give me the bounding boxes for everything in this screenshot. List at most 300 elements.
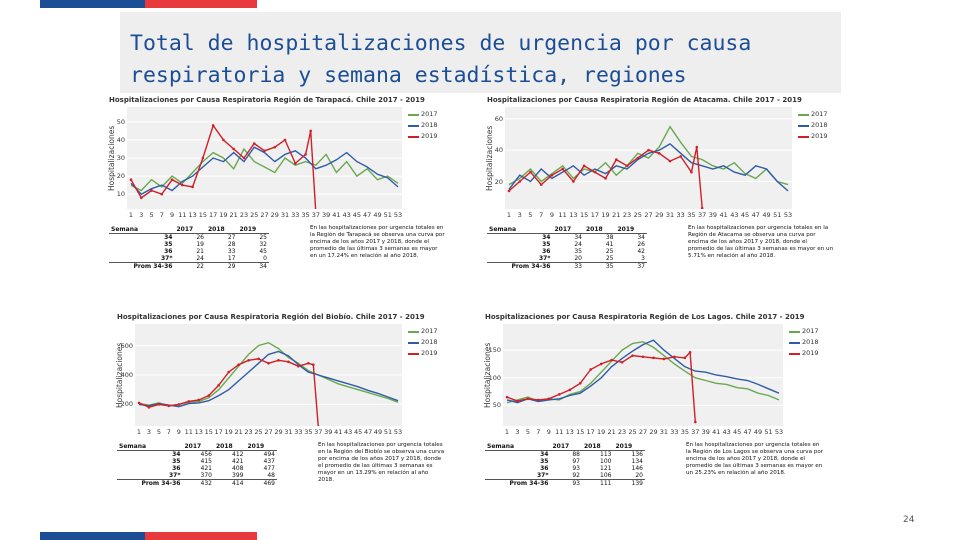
legend-swatch — [408, 353, 419, 355]
data-point-2019 — [212, 124, 215, 127]
x-tick-label: 41 — [334, 428, 343, 436]
x-tick-label: 11 — [555, 428, 564, 436]
x-tick-label: 51 — [383, 211, 392, 219]
data-point-2019 — [558, 393, 561, 396]
table-cell: 37 — [615, 263, 647, 271]
table-row — [487, 255, 647, 263]
y-tick-label: 100 — [488, 373, 501, 382]
x-tick-label: 15 — [576, 428, 585, 436]
x-tick-label: 41 — [332, 211, 341, 219]
data-point-2019 — [615, 158, 618, 161]
line-chart — [505, 107, 792, 209]
x-tick-label: 49 — [762, 211, 771, 219]
x-tick-label: 7 — [159, 211, 164, 219]
table-header: 2019 — [245, 442, 277, 451]
legend-item-2018 — [787, 337, 827, 348]
table-row — [487, 234, 647, 242]
x-tick-label: 27 — [260, 211, 269, 219]
x-tick-label: 21 — [612, 211, 621, 219]
table-cell: 146 — [631, 465, 643, 472]
table-cell: 93 — [572, 465, 580, 472]
data-point-2019 — [658, 152, 661, 155]
y-tick-label: 10 — [116, 190, 125, 199]
legend-item-2017 — [796, 109, 836, 120]
x-tick-label: 29 — [655, 211, 664, 219]
legend-swatch — [789, 353, 800, 355]
page-number: 24 — [903, 515, 915, 525]
analysis-note: En las hospitalizaciones por urgencia totales en la Región de Tarapacá se observa una curva por encima de los años 2017 y 2018, donde el promedio de las últimas 3 semanas es mayor en un 17.24% en relación al año 2018. — [310, 225, 445, 259]
data-point-2019 — [168, 405, 171, 408]
legend-item-2017 — [406, 109, 446, 120]
data-point-2019 — [508, 190, 511, 193]
table-cell: 20 — [635, 472, 643, 479]
table-cell: 36 — [164, 248, 173, 255]
table-cell: Prom 34-36 — [485, 480, 550, 488]
y-tick-label: 40 — [494, 146, 503, 155]
y-tick-label: 50 — [492, 401, 501, 410]
legend-label: 2019 — [802, 349, 819, 357]
x-tick-label: 1 — [504, 428, 510, 436]
legend-item-2019 — [787, 348, 827, 359]
table-cell: 469 — [245, 480, 277, 488]
table-cell: 34 — [164, 234, 173, 241]
line-chart — [503, 324, 783, 426]
x-tick-label: 17 — [586, 428, 595, 436]
x-tick-label: 53 — [774, 428, 784, 436]
x-tick-label: 13 — [569, 211, 578, 219]
legend-item-2017 — [406, 326, 446, 337]
x-tick-label: 33 — [676, 211, 685, 219]
table-cell: 48 — [267, 472, 275, 479]
table-row — [485, 472, 645, 480]
table-header: 2019 — [613, 442, 645, 451]
x-tick-label: 29 — [270, 211, 279, 219]
legend-swatch — [798, 136, 809, 138]
table-row — [117, 451, 277, 459]
x-tick-label: 39 — [708, 211, 718, 219]
legend — [406, 109, 446, 142]
x-tick-label: 31 — [659, 428, 669, 436]
data-point-2019 — [317, 425, 320, 426]
x-tick-label: 39 — [324, 428, 333, 436]
data-point-2019 — [621, 361, 624, 364]
plot-area — [127, 107, 402, 209]
data-point-2019 — [604, 177, 607, 180]
y-tick-label: 400 — [120, 371, 133, 379]
x-tick-label: 19 — [597, 428, 606, 436]
data-point-2019 — [287, 360, 290, 363]
y-tick-label: 60 — [494, 114, 503, 123]
legend-swatch — [798, 114, 809, 116]
x-tick-label: 43 — [342, 211, 351, 219]
data-point-2019 — [626, 165, 629, 168]
x-tick-labels — [503, 428, 783, 438]
data-point-2019 — [148, 406, 151, 409]
legend-swatch — [789, 331, 800, 333]
x-tick-label: 13 — [565, 428, 574, 436]
table-cell: 36 — [542, 248, 551, 255]
table-cell: 93 — [550, 480, 582, 488]
legend — [787, 326, 827, 359]
data-point-2019 — [669, 160, 672, 163]
chart-panel-biobio — [113, 312, 450, 497]
data-point-2019 — [518, 180, 521, 183]
x-tick-label: 1 — [506, 211, 512, 219]
table-cell: 25 — [605, 255, 614, 262]
data-point-2019 — [689, 351, 692, 354]
table-cell: 37* — [536, 472, 549, 479]
table-row — [485, 458, 645, 465]
table-row — [485, 480, 645, 488]
table-cell: 432 — [182, 480, 214, 488]
legend-item-2019 — [796, 131, 836, 142]
chart-title: Hospitalizaciones por Causa Respiratoria Región de Tarapacá. Chile 2017 - 2019 — [109, 96, 425, 104]
table-cell: 20 — [574, 255, 582, 262]
top-bar-blue — [40, 0, 145, 8]
x-tick-label: 23 — [244, 428, 253, 436]
data-point-2019 — [679, 155, 682, 158]
line-chart — [135, 324, 402, 426]
table-cell: 34 — [540, 451, 549, 458]
table-row — [109, 263, 269, 271]
x-tick-label: 39 — [701, 428, 710, 436]
data-point-2019 — [663, 358, 666, 361]
x-tick-label: 53 — [783, 211, 793, 219]
table-cell: 136 — [631, 451, 643, 458]
x-tick-label: 11 — [178, 211, 187, 219]
legend-swatch — [408, 331, 419, 333]
table-header: 2018 — [214, 442, 246, 451]
x-tick-label: 35 — [301, 211, 310, 219]
data-point-2019 — [257, 358, 260, 361]
legend-item-2019 — [406, 131, 446, 142]
data-point-2019 — [540, 183, 543, 186]
x-tick-label: 41 — [712, 428, 721, 436]
table-header: 2019 — [615, 225, 647, 234]
legend-label: 2017 — [802, 327, 819, 335]
data-point-2019 — [529, 171, 532, 174]
data-point-2019 — [284, 139, 287, 142]
data-point-2019 — [277, 359, 280, 362]
table-cell: 27 — [227, 234, 236, 241]
table-cell: 34 — [172, 451, 181, 458]
data-point-2019 — [695, 146, 698, 149]
data-point-2019 — [178, 403, 181, 406]
table-cell: 421 — [200, 465, 212, 472]
x-tick-label: 29 — [274, 428, 283, 436]
x-tick-label: 15 — [204, 428, 213, 436]
data-point-2019 — [158, 403, 161, 406]
plot-area — [503, 324, 783, 426]
table-cell: 24 — [196, 255, 204, 262]
legend-label: 2018 — [802, 338, 819, 346]
data-point-2019 — [197, 399, 200, 402]
table-cell: 477 — [263, 465, 275, 472]
x-tick-label: 37 — [691, 428, 700, 436]
analysis-note: En las hospitalizaciones por urgencia totales en la Región de Los Lagos se observa una curva por encima de los años 2017 y 2018, donde el promedio de las últimas 3 semanas es mayor en un 25.23% en relación al año 2018. — [686, 442, 824, 476]
x-tick-label: 45 — [740, 211, 750, 219]
x-tick-label: 11 — [184, 428, 193, 436]
series-line-2017 — [139, 343, 398, 406]
data-point-2019 — [537, 399, 540, 402]
table-row — [117, 458, 277, 465]
legend-swatch — [789, 342, 800, 344]
bottom-bar-red — [145, 532, 257, 540]
table-cell: 35 — [172, 458, 181, 465]
table-cell: 370 — [200, 472, 212, 479]
data-point-2019 — [263, 149, 266, 152]
table-cell: 111 — [582, 480, 614, 488]
x-tick-label: 11 — [558, 211, 567, 219]
table-cell: 494 — [263, 451, 275, 458]
x-tick-label: 13 — [194, 428, 203, 436]
legend-item-2019 — [406, 348, 446, 359]
table-row — [487, 248, 647, 255]
x-tick-label: 25 — [254, 428, 263, 436]
table-cell: 25 — [605, 248, 614, 255]
x-tick-label: 1 — [128, 211, 134, 219]
table-cell: 33 — [227, 248, 236, 255]
table-cell: 37* — [168, 472, 181, 479]
y-tick-label: 50 — [116, 117, 125, 126]
data-point-2019 — [636, 157, 639, 160]
data-point-2019 — [527, 397, 530, 400]
table-row — [109, 255, 269, 263]
legend-label: 2019 — [421, 132, 438, 140]
x-tick-label: 33 — [670, 428, 679, 436]
weekly-table — [117, 442, 277, 487]
table-header: 2017 — [550, 442, 582, 451]
y-tick-label: 20 — [494, 177, 503, 186]
x-tick-label: 37 — [314, 428, 323, 436]
data-point-2019 — [701, 207, 704, 209]
table-cell: Prom 34-36 — [109, 263, 174, 271]
x-tick-label: 31 — [280, 211, 290, 219]
table-row — [109, 234, 269, 242]
x-tick-label: 33 — [294, 428, 303, 436]
x-tick-label: 9 — [176, 428, 181, 436]
series-line-2017 — [131, 149, 398, 191]
x-tick-label: 51 — [773, 211, 782, 219]
table-cell: 0 — [263, 255, 267, 262]
table-cell: 28 — [227, 241, 236, 248]
data-point-2019 — [222, 139, 225, 142]
x-tick-label: 3 — [146, 428, 152, 436]
table-header: 2018 — [584, 225, 616, 234]
x-tick-label: 45 — [354, 428, 363, 436]
data-point-2019 — [684, 357, 687, 360]
legend-label: 2018 — [811, 121, 828, 129]
x-tick-label: 17 — [214, 428, 223, 436]
x-tick-label: 35 — [687, 211, 696, 219]
table-cell: 19 — [196, 241, 204, 248]
y-axis-label: Hospitalizaciones — [483, 342, 492, 408]
data-point-2019 — [237, 363, 240, 366]
data-point-2019 — [561, 168, 564, 171]
table-row — [117, 465, 277, 472]
x-tick-label: 37 — [698, 211, 707, 219]
legend — [406, 326, 446, 359]
table-row — [109, 248, 269, 255]
title-box — [120, 12, 841, 93]
x-tick-label: 27 — [264, 428, 273, 436]
x-tick-label: 25 — [633, 211, 642, 219]
chart-title: Hospitalizaciones por Causa Respiratoria Región de Atacama. Chile 2017 - 2019 — [487, 96, 802, 104]
data-point-2019 — [568, 389, 571, 392]
x-tick-label: 1 — [136, 428, 142, 436]
data-point-2019 — [138, 402, 141, 405]
table-row — [117, 472, 277, 480]
data-point-2019 — [583, 165, 586, 168]
table-header: 2017 — [182, 442, 214, 451]
table-cell: 113 — [600, 451, 612, 458]
data-point-2019 — [247, 359, 250, 362]
x-tick-label: 19 — [601, 211, 610, 219]
table-header: 2019 — [237, 225, 269, 234]
data-point-2019 — [297, 365, 300, 368]
x-tick-label: 3 — [515, 428, 520, 436]
data-point-2019 — [647, 149, 650, 152]
x-tick-label: 9 — [546, 428, 551, 436]
table-header: 2018 — [206, 225, 238, 234]
table-cell: 25 — [259, 234, 267, 241]
data-point-2019 — [610, 359, 613, 362]
table-cell: 41 — [605, 241, 614, 248]
legend-item-2017 — [787, 326, 827, 337]
x-tick-label: 31 — [665, 211, 675, 219]
series-line-2019 — [139, 359, 318, 426]
table-cell: 97 — [572, 458, 580, 465]
data-point-2019 — [267, 362, 270, 365]
table-cell: 17 — [227, 255, 236, 262]
x-tick-label: 53 — [393, 211, 403, 219]
x-tick-label: 5 — [156, 428, 161, 436]
legend-swatch — [408, 125, 419, 127]
table-cell: 106 — [600, 472, 612, 479]
x-tick-label: 49 — [753, 428, 763, 436]
table-cell: 35 — [542, 241, 551, 248]
chart-title: Hospitalizaciones por Causa Respiratoria Región de Los Lagos. Chile 2017 - 2019 — [485, 313, 805, 321]
plot-area — [135, 324, 402, 426]
legend-item-2018 — [406, 337, 446, 348]
data-point-2019 — [594, 171, 597, 174]
table-cell: 37* — [538, 255, 551, 262]
table-cell: 36 — [540, 465, 549, 472]
data-point-2019 — [631, 354, 634, 357]
x-tick-labels — [127, 211, 402, 221]
data-point-2019 — [161, 193, 164, 196]
table-cell: 88 — [572, 451, 580, 458]
x-tick-label: 5 — [525, 428, 530, 436]
y-tick-label: 200 — [120, 400, 133, 409]
data-point-2019 — [188, 400, 191, 403]
data-point-2019 — [589, 368, 592, 371]
analysis-note: En las hospitalizaciones por urgencia totales en la Región del Biobío se observa una curva por encima de los años 2017 y 2018, donde el promedio de las últimas 3 semanas es mayor en un 13.29% en relación al año 2018. — [318, 442, 445, 483]
x-tick-label: 25 — [250, 211, 259, 219]
chart-panel-atacama — [483, 95, 840, 276]
table-cell: Prom 34-36 — [487, 263, 552, 271]
x-tick-label: 51 — [764, 428, 773, 436]
x-tick-label: 45 — [352, 211, 362, 219]
data-point-2019 — [207, 394, 210, 397]
data-point-2019 — [130, 178, 133, 181]
data-point-2019 — [506, 396, 509, 399]
table-cell: 34 — [237, 263, 269, 271]
table-header: 2018 — [582, 442, 614, 451]
x-tick-label: 23 — [622, 211, 632, 219]
table-row — [485, 465, 645, 472]
analysis-note: En las hospitalizaciones por urgencia totales en la Región de Atacama se observa una curva por encima de los años 2017 y 2018, donde el promedio de las últimas 3 semanas es mayor en un 5.71% en relación al año 2018. — [688, 225, 834, 259]
table-header: Semana — [487, 225, 552, 234]
y-tick-label: 150 — [488, 346, 501, 355]
table-cell: 42 — [637, 248, 645, 255]
data-point-2019 — [307, 362, 310, 365]
table-cell: 437 — [263, 458, 275, 465]
x-tick-label: 21 — [607, 428, 616, 436]
table-cell: 33 — [552, 263, 584, 271]
x-tick-label: 27 — [638, 428, 648, 436]
data-point-2019 — [253, 142, 256, 145]
table-row — [487, 263, 647, 271]
table-cell: 456 — [200, 451, 212, 458]
data-point-2019 — [150, 189, 153, 192]
data-point-2019 — [304, 153, 307, 156]
data-point-2019 — [694, 421, 697, 424]
legend-item-2018 — [796, 120, 836, 131]
x-tick-label: 5 — [528, 211, 533, 219]
table-cell: 26 — [196, 234, 204, 241]
table-cell: 21 — [196, 248, 204, 255]
table-cell: 38 — [605, 234, 614, 241]
legend-label: 2019 — [811, 132, 828, 140]
data-point-2019 — [572, 180, 575, 183]
x-tick-label: 53 — [393, 428, 403, 436]
bottom-bar-blue — [40, 532, 145, 540]
x-tick-label: 21 — [234, 428, 243, 436]
x-tick-label: 31 — [284, 428, 293, 436]
title-line-1: Total de hospitalizaciones de urgencia por causa — [130, 31, 752, 56]
data-point-2019 — [273, 146, 276, 149]
table-cell: 92 — [572, 472, 580, 479]
x-tick-label: 15 — [198, 211, 208, 219]
x-tick-label: 43 — [730, 211, 739, 219]
table-cell: 35 — [574, 248, 582, 255]
data-point-2019 — [690, 171, 693, 174]
legend-item-2018 — [406, 120, 446, 131]
weekly-table — [109, 225, 269, 270]
series-line-2018 — [507, 340, 779, 402]
data-point-2019 — [312, 363, 315, 366]
table-cell: 35 — [164, 241, 173, 248]
table-cell: 35 — [584, 263, 616, 271]
y-axis-label: Hospitalizaciones — [485, 125, 494, 191]
data-point-2019 — [516, 400, 519, 403]
x-tick-label: 47 — [363, 211, 372, 219]
table-cell: 45 — [259, 248, 267, 255]
table-cell: 29 — [206, 263, 238, 271]
data-point-2019 — [232, 148, 235, 151]
weekly-table — [485, 442, 645, 487]
data-point-2019 — [191, 186, 194, 189]
x-tick-label: 19 — [219, 211, 228, 219]
legend-label: 2018 — [421, 338, 438, 346]
x-tick-label: 3 — [517, 211, 522, 219]
x-tick-label: 43 — [722, 428, 731, 436]
x-tick-label: 17 — [590, 211, 599, 219]
table-header: Semana — [485, 442, 550, 451]
data-point-2019 — [243, 157, 246, 160]
data-point-2019 — [171, 178, 174, 181]
